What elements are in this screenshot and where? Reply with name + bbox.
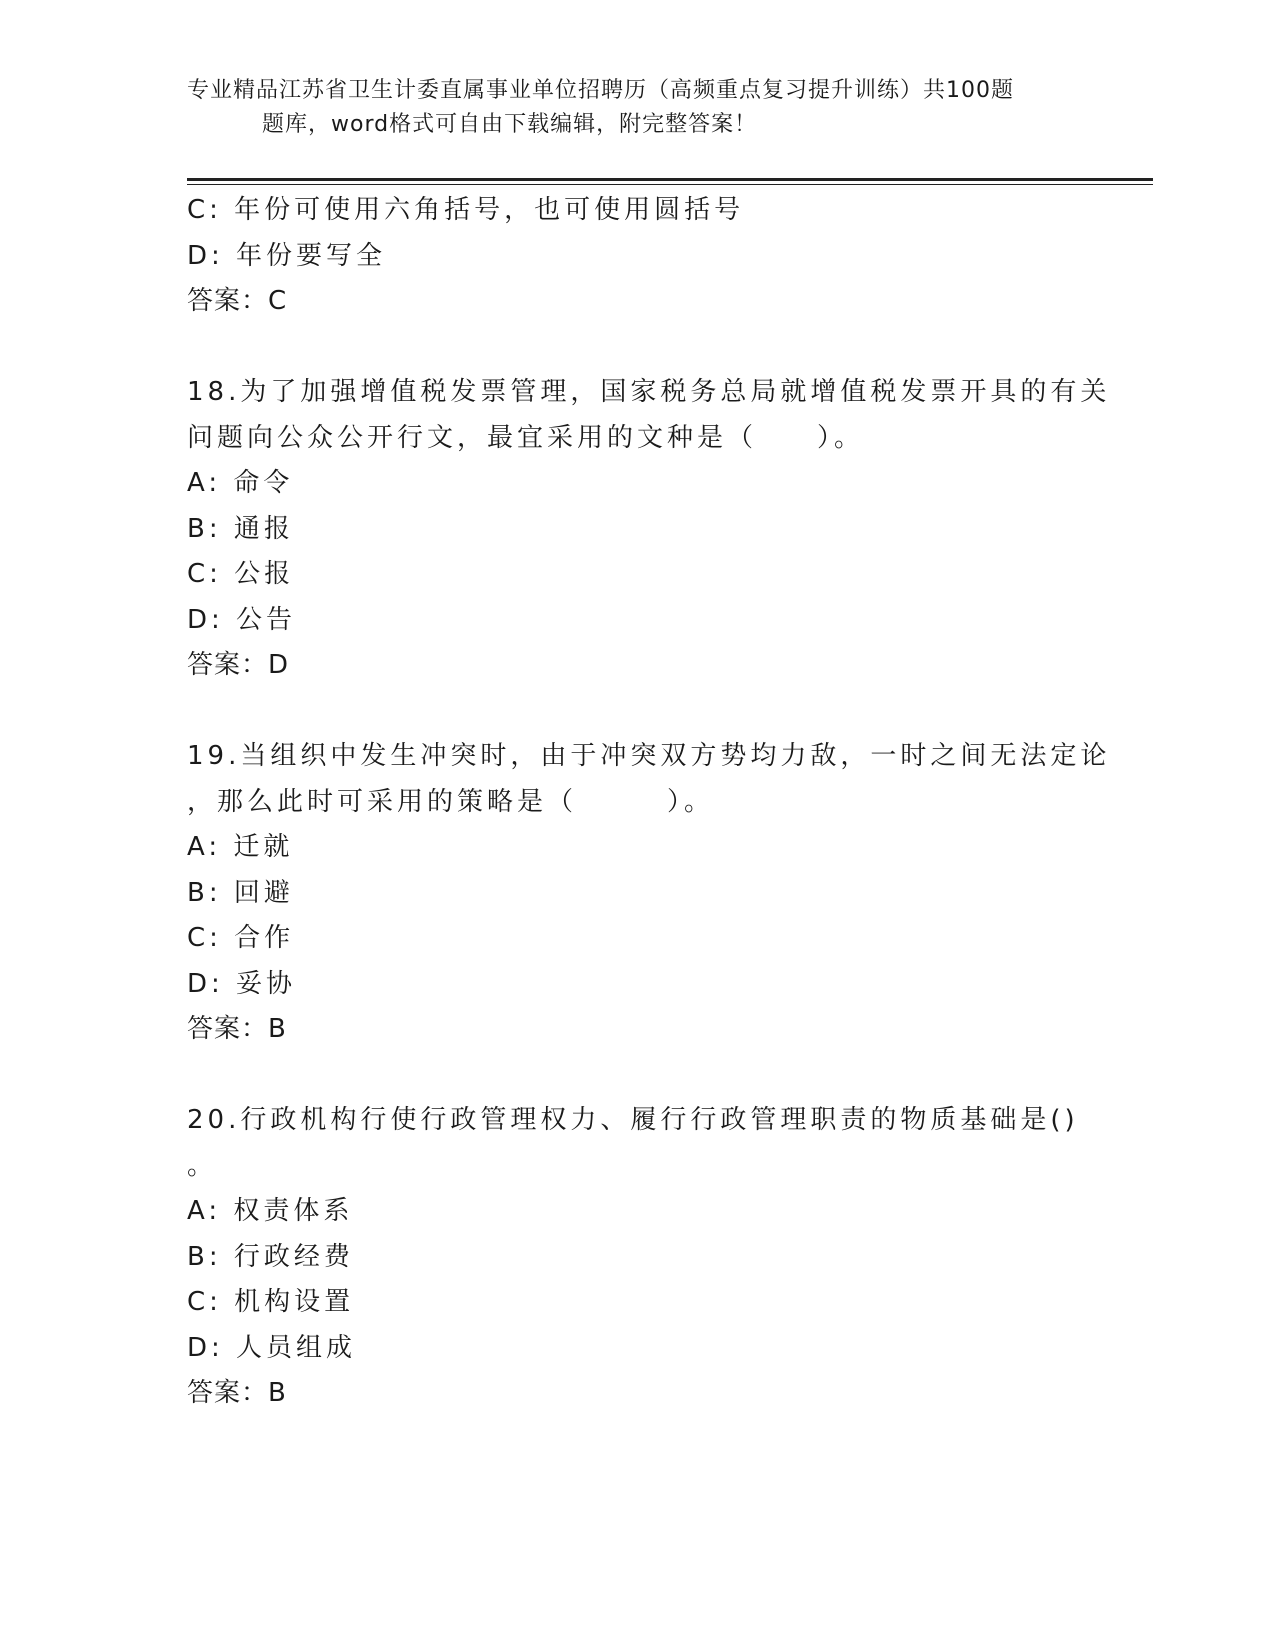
option-b: B: 通报 [187,513,294,544]
option-a: A: 权责体系 [187,1196,354,1226]
answer: 答案：B [187,1014,287,1044]
question-17-tail [187,188,1107,325]
header-title-line-2: 题库，word格式可自由下载编辑，附完整答案！ [262,112,758,137]
question-text-line-1: 19.当组织中发生冲突时，由于冲突双方势均力敌，一时之间无法定论 [187,741,1111,771]
question-text-line-2: 问题向公众公开行文，最宜采用的文种是（ ）。 [187,422,865,453]
option-c: C: 公报 [187,559,295,589]
question-text-line-1: 18.为了加强增值税发票管理，国家税务总局就增值税发票开具的有关 [187,377,1111,407]
option-b: B: 回避 [187,877,294,908]
option-b: B: 行政经费 [187,1241,354,1272]
question-text-line-2: 。 [187,1150,218,1181]
option-c: C: 机构设置 [187,1287,355,1317]
document-header [187,74,1087,142]
header-divider-thick [187,178,1153,181]
question-19 [187,734,1111,1053]
question-text-line-1: 20.行政机构行使行政管理权力、履行行政管理职责的物质基础是() [187,1105,1079,1135]
option-c: C: 合作 [187,923,295,953]
option-a: A: 迁就 [187,832,294,862]
option-d: D: 人员组成 [187,1332,357,1363]
answer: 答案：C [187,286,288,316]
spacer [187,325,1107,371]
document-body [187,188,1111,1417]
spacer [187,689,1107,735]
question-20 [187,1098,1107,1417]
header-divider-thin [187,184,1153,185]
option-a: A: 命令 [187,468,294,498]
question-18 [187,370,1111,689]
option-d: D: 年份要写全 [187,240,387,271]
option-d: D: 公告 [187,604,297,635]
answer: 答案：B [187,1378,287,1408]
option-d: D: 妥协 [187,968,297,999]
question-text-line-2: ，那么此时可采用的策略是（ ）。 [187,786,715,817]
spacer [187,1053,1107,1099]
option-c: C: 年份可使用六角括号，也可使用圆括号 [187,195,745,225]
answer: 答案：D [187,650,290,680]
header-title-line-1: 专业精品江苏省卫生计委直属事业单位招聘历（高频重点复习提升训练）共100题 [187,78,1014,103]
